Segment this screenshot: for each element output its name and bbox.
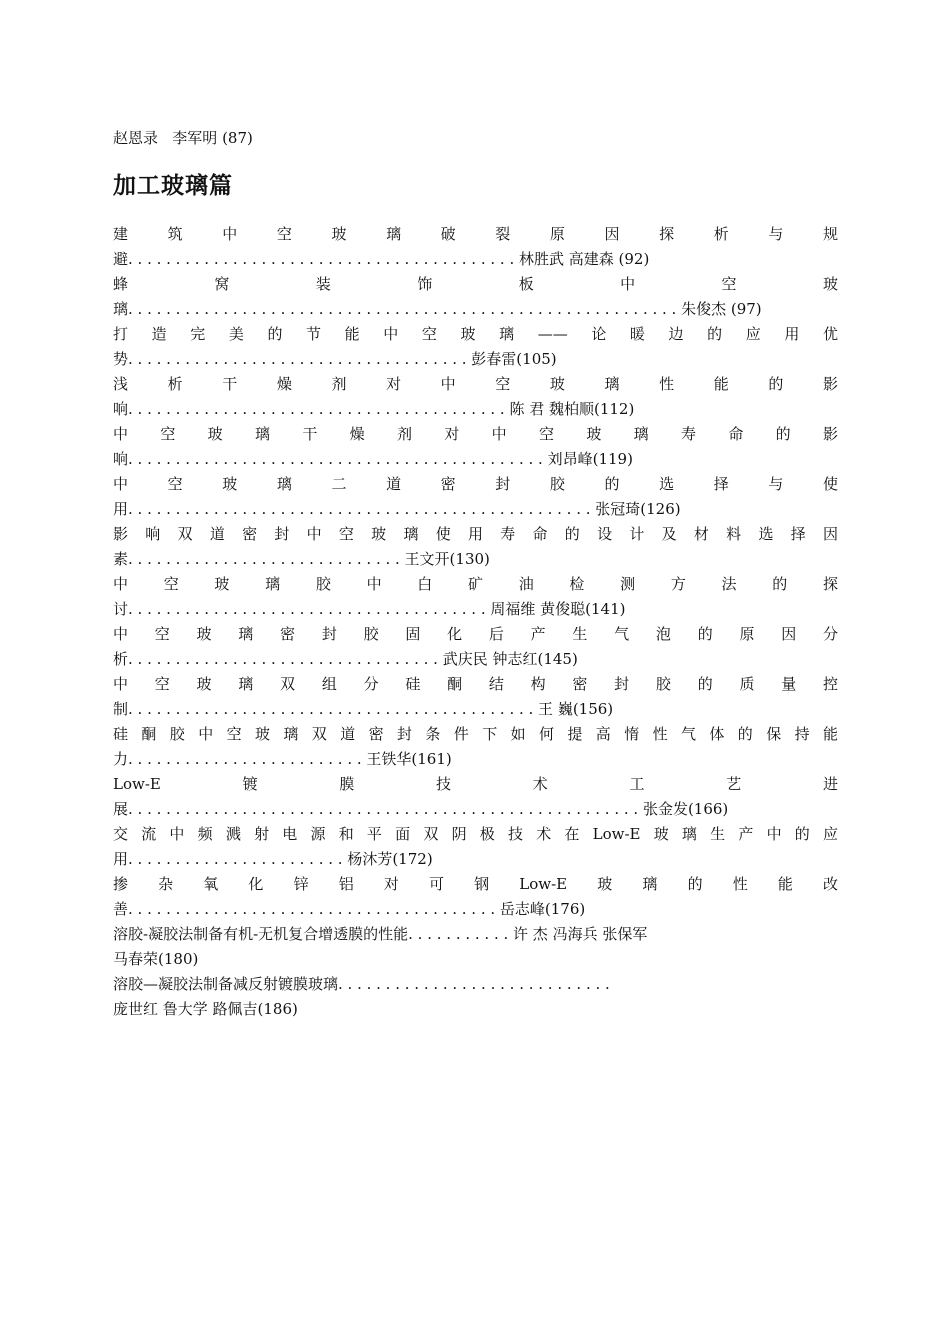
entry-rest: 响. . . . . . . . . . . . . . . . . . . . . . . . . . . . . . . . . . . . . . . . . . . . 刘昂峰(119) (113, 450, 633, 468)
entry-title: 打造完美的节能中空玻璃——论暖边的应用优 (113, 325, 838, 343)
entry-rest: 制. . . . . . . . . . . . . . . . . . . . . . . . . . . . . . . . . . . . . . . . . . . 王 巍(156) (113, 700, 614, 718)
toc-entry[interactable] (113, 272, 838, 322)
entry-title: 交流中频溅射电源和平面双阴极技术在Low-E玻璃生产中的应 (113, 825, 838, 843)
toc-page (113, 126, 838, 1022)
toc-entry[interactable] (113, 772, 838, 822)
toc-entry[interactable] (113, 672, 838, 722)
entry-rest: 璃. . . . . . . . . . . . . . . . . . . . . . . . . . . . . . . . . . . . . . . . . . . . . . . . . . . . . . . . . . 朱俊杰 (97) (113, 300, 762, 318)
top-author-line: 赵恩录 李军明 (87) (113, 129, 253, 147)
entry-title: 影响双道密封中空玻璃使用寿命的设计及材料选择因 (113, 525, 838, 543)
entry-rest: 展. . . . . . . . . . . . . . . . . . . . . . . . . . . . . . . . . . . . . . . . . . . . . . . . . . . . . . 张金发(166) (113, 800, 729, 818)
toc-entry[interactable] (113, 872, 838, 922)
toc-entry[interactable] (113, 972, 838, 1022)
entry-title: 中空玻璃干燥剂对中空玻璃寿命的影 (113, 425, 838, 443)
entry-rest: 用. . . . . . . . . . . . . . . . . . . . . . . 杨沐芳(172) (113, 850, 433, 868)
entry-title: 蜂窝装饰板中空玻 (113, 275, 838, 293)
entry-title: 中空玻璃密封胶固化后产生气泡的原因分 (113, 625, 838, 643)
toc-entry[interactable] (113, 472, 838, 522)
entry-rest: 析. . . . . . . . . . . . . . . . . . . . . . . . . . . . . . . . . 武庆民 钟志红(145) (113, 650, 578, 668)
entry-line: 溶胶-凝胶法制备有机-无机复合增透膜的性能. . . . . . . . . . . 许 杰 冯海兵 张保军 (113, 925, 648, 943)
toc-entry[interactable] (113, 222, 838, 272)
entry-rest: 善. . . . . . . . . . . . . . . . . . . . . . . . . . . . . . . . . . . . . . . 岳志峰(176) (113, 900, 586, 918)
entry-title: 中空玻璃二道密封胶的选择与使 (113, 475, 838, 493)
entry-title: 中空玻璃胶中白矿油检测方法的探 (113, 575, 838, 593)
toc-entry[interactable] (113, 372, 838, 422)
toc-entry[interactable] (113, 322, 838, 372)
entry-rest: 力. . . . . . . . . . . . . . . . . . . . . . . . . 王铁华(161) (113, 750, 452, 768)
toc-entry[interactable] (113, 722, 838, 772)
entry-title: 建筑中空玻璃破裂原因探析与规 (113, 225, 838, 243)
toc-entry[interactable] (113, 822, 838, 872)
entry-title: 硅酮胶中空玻璃双道密封条件下如何提高惰性气体的保持能 (113, 725, 838, 743)
entry-title: 浅析干燥剂对中空玻璃性能的影 (113, 375, 838, 393)
toc-entry[interactable] (113, 922, 838, 972)
entry-title: Low-E镀膜技术工艺进 (113, 775, 838, 793)
toc-entry[interactable] (113, 622, 838, 672)
entry-title: 掺杂氧化锌铝对可钢Low-E玻璃的性能改 (113, 875, 838, 893)
entry-rest: 避. . . . . . . . . . . . . . . . . . . . . . . . . . . . . . . . . . . . . . . . . 林胜武 高建森 (92) (113, 250, 650, 268)
entry-rest: 用. . . . . . . . . . . . . . . . . . . . . . . . . . . . . . . . . . . . . . . . . . . . . . . . . 张冠琦(126) (113, 500, 681, 518)
entry-rest: 素. . . . . . . . . . . . . . . . . . . . . . . . . . . . . 王文开(130) (113, 550, 490, 568)
toc-entry[interactable] (113, 572, 838, 622)
entry-title: 中空玻璃双组分硅酮结构密封胶的质量控 (113, 675, 838, 693)
entry-rest: 讨. . . . . . . . . . . . . . . . . . . . . . . . . . . . . . . . . . . . . . 周福维 黄俊聪(141) (113, 600, 626, 618)
entry-line: 庞世红 鲁大学 路佩吉(186) (113, 1000, 298, 1018)
entry-line: 马春荣(180) (113, 950, 199, 968)
toc-entry[interactable] (113, 522, 838, 572)
entry-line: 溶胶—凝胶法制备减反射镀膜玻璃. . . . . . . . . . . . . . . . . . . . . . . . . . . . . (113, 975, 610, 993)
entry-rest: 响. . . . . . . . . . . . . . . . . . . . . . . . . . . . . . . . . . . . . . . . 陈 君 魏柏顺(112) (113, 400, 635, 418)
section-title: 加工玻璃篇 (113, 173, 233, 199)
entry-rest: 势. . . . . . . . . . . . . . . . . . . . . . . . . . . . . . . . . . . . 彭春雷(105) (113, 350, 557, 368)
toc-entry[interactable] (113, 422, 838, 472)
